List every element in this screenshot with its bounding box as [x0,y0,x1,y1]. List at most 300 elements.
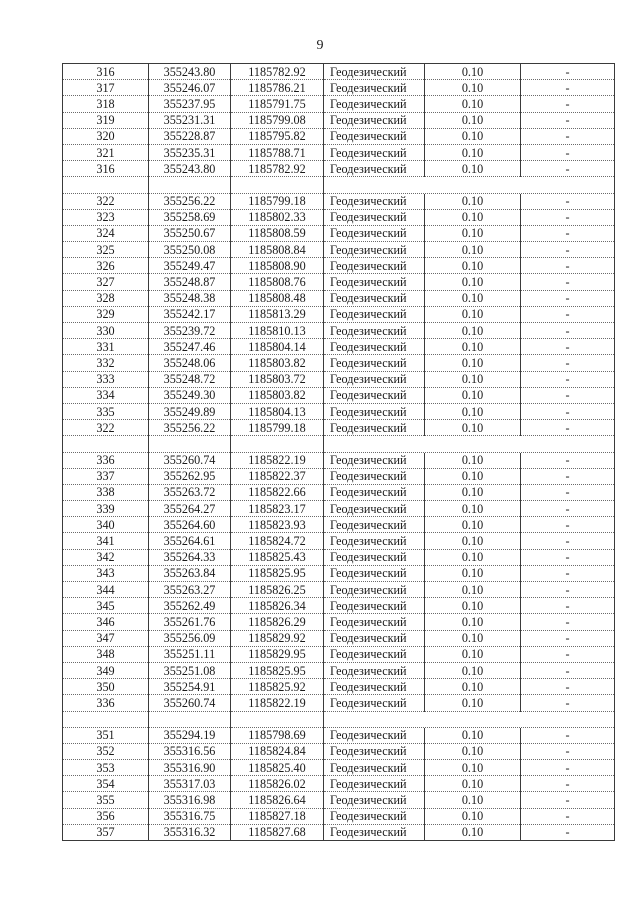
table-row [63,274,615,290]
description-cell: - [521,144,615,160]
coordinate-x-cell: 355260.74 [149,695,231,711]
coordinate-y-cell: 1185822.66 [231,484,324,500]
description-cell: - [521,468,615,484]
coordinate-y-cell: 1185825.95 [231,565,324,581]
coordinate-y-cell: 1185826.64 [231,792,324,808]
method-cell: Геодезический [324,323,425,339]
table-row [63,290,615,306]
coordinate-y-cell: 1185824.84 [231,743,324,759]
method-cell: Геодезический [324,549,425,565]
coordinate-x-cell: 355251.11 [149,646,231,662]
description-cell: - [521,371,615,387]
point-number-cell: 322 [63,420,149,436]
table-row [63,679,615,695]
point-number-cell: 319 [63,112,149,128]
coordinate-x-cell: 355256.09 [149,630,231,646]
description-cell: - [521,209,615,225]
empty-cell [324,711,425,727]
description-cell: - [521,161,615,177]
point-number-cell: 351 [63,727,149,743]
point-number-cell: 337 [63,468,149,484]
coordinate-y-cell: 1185802.33 [231,209,324,225]
coordinate-x-cell: 355263.84 [149,565,231,581]
method-cell: Геодезический [324,339,425,355]
method-cell: Геодезический [324,258,425,274]
coordinate-y-cell: 1185822.19 [231,695,324,711]
coordinate-x-cell: 355262.95 [149,468,231,484]
coordinate-y-cell: 1185827.68 [231,824,324,840]
method-cell: Геодезический [324,565,425,581]
coordinate-x-cell: 355237.95 [149,96,231,112]
coordinate-y-cell: 1185808.90 [231,258,324,274]
description-cell: - [521,64,615,80]
precision-cell: 0.10 [425,290,521,306]
separator-row [63,177,615,193]
method-cell: Геодезический [324,792,425,808]
method-cell: Геодезический [324,161,425,177]
precision-cell: 0.10 [425,323,521,339]
table-row [63,242,615,258]
coordinate-x-cell: 355254.91 [149,679,231,695]
point-number-cell: 329 [63,306,149,322]
coordinate-y-cell: 1185808.84 [231,242,324,258]
coordinate-y-cell: 1185826.25 [231,582,324,598]
coordinate-y-cell: 1185804.14 [231,339,324,355]
table-row [63,501,615,517]
description-cell: - [521,96,615,112]
description-cell: - [521,420,615,436]
precision-cell: 0.10 [425,727,521,743]
table-row [63,128,615,144]
coordinate-y-cell: 1185829.95 [231,646,324,662]
coordinate-x-cell: 355228.87 [149,128,231,144]
empty-cell [425,436,521,452]
method-cell: Геодезический [324,387,425,403]
table-row [63,484,615,500]
coordinate-x-cell: 355264.33 [149,549,231,565]
coordinate-y-cell: 1185803.72 [231,371,324,387]
point-number-cell: 357 [63,824,149,840]
precision-cell: 0.10 [425,468,521,484]
coordinate-x-cell: 355248.06 [149,355,231,371]
coordinate-x-cell: 355317.03 [149,776,231,792]
description-cell: - [521,193,615,209]
coordinate-x-cell: 355263.72 [149,484,231,500]
method-cell: Геодезический [324,64,425,80]
coordinate-y-cell: 1185825.92 [231,679,324,695]
table-row [63,339,615,355]
table-row [63,565,615,581]
point-number-cell: 343 [63,565,149,581]
coordinate-x-cell: 355258.69 [149,209,231,225]
coordinate-y-cell: 1185823.93 [231,517,324,533]
point-number-cell: 320 [63,128,149,144]
point-number-cell: 355 [63,792,149,808]
coordinate-x-cell: 355316.75 [149,808,231,824]
description-cell: - [521,112,615,128]
table-row [63,258,615,274]
point-number-cell: 356 [63,808,149,824]
table-row [63,355,615,371]
description-cell: - [521,824,615,840]
coordinate-y-cell: 1185782.92 [231,64,324,80]
precision-cell: 0.10 [425,161,521,177]
precision-cell: 0.10 [425,646,521,662]
point-number-cell: 321 [63,144,149,160]
coordinate-y-cell: 1185808.76 [231,274,324,290]
coordinate-x-cell: 355249.47 [149,258,231,274]
coordinate-x-cell: 355256.22 [149,193,231,209]
empty-cell [324,436,425,452]
point-number-cell: 332 [63,355,149,371]
point-number-cell: 318 [63,96,149,112]
description-cell: - [521,582,615,598]
precision-cell: 0.10 [425,225,521,241]
coordinate-y-cell: 1185826.02 [231,776,324,792]
precision-cell: 0.10 [425,339,521,355]
table-row [63,225,615,241]
coordinate-x-cell: 355249.30 [149,387,231,403]
coordinate-y-cell: 1185826.34 [231,598,324,614]
coordinate-y-cell: 1185799.08 [231,112,324,128]
table-row [63,533,615,549]
precision-cell: 0.10 [425,743,521,759]
coordinate-x-cell: 355316.98 [149,792,231,808]
table-row [63,193,615,209]
coordinate-x-cell: 355250.67 [149,225,231,241]
description-cell: - [521,323,615,339]
table-row [63,420,615,436]
table-row [63,80,615,96]
description-cell: - [521,695,615,711]
coordinate-y-cell: 1185825.95 [231,662,324,678]
table-row [63,64,615,80]
precision-cell: 0.10 [425,128,521,144]
precision-cell: 0.10 [425,776,521,792]
point-number-cell: 334 [63,387,149,403]
precision-cell: 0.10 [425,614,521,630]
precision-cell: 0.10 [425,387,521,403]
empty-cell [521,711,615,727]
coordinate-x-cell: 355248.87 [149,274,231,290]
description-cell: - [521,290,615,306]
coordinate-y-cell: 1185810.13 [231,323,324,339]
coordinate-x-cell: 355243.80 [149,64,231,80]
coordinates-table [62,63,615,841]
precision-cell: 0.10 [425,549,521,565]
method-cell: Геодезический [324,695,425,711]
point-number-cell: 333 [63,371,149,387]
table-row [63,96,615,112]
description-cell: - [521,662,615,678]
coordinate-y-cell: 1185823.17 [231,501,324,517]
description-cell: - [521,743,615,759]
precision-cell: 0.10 [425,484,521,500]
coordinate-y-cell: 1185829.92 [231,630,324,646]
empty-cell [149,177,231,193]
precision-cell: 0.10 [425,96,521,112]
description-cell: - [521,614,615,630]
table-row [63,323,615,339]
method-cell: Геодезический [324,468,425,484]
table-row [63,598,615,614]
table-row [63,306,615,322]
empty-cell [149,711,231,727]
table-row [63,468,615,484]
method-cell: Геодезический [324,679,425,695]
coordinate-y-cell: 1185798.69 [231,727,324,743]
method-cell: Геодезический [324,96,425,112]
coordinate-y-cell: 1185803.82 [231,387,324,403]
coordinate-x-cell: 355316.56 [149,743,231,759]
precision-cell: 0.10 [425,355,521,371]
point-number-cell: 349 [63,662,149,678]
method-cell: Геодезический [324,614,425,630]
point-number-cell: 330 [63,323,149,339]
description-cell: - [521,484,615,500]
table-row [63,662,615,678]
precision-cell: 0.10 [425,517,521,533]
table-row [63,646,615,662]
empty-cell [231,436,324,452]
empty-cell [425,177,521,193]
coordinate-x-cell: 355251.08 [149,662,231,678]
coordinate-y-cell: 1185824.72 [231,533,324,549]
method-cell: Геодезический [324,452,425,468]
coordinate-y-cell: 1185788.71 [231,144,324,160]
point-number-cell: 317 [63,80,149,96]
precision-cell: 0.10 [425,144,521,160]
coordinate-x-cell: 355256.22 [149,420,231,436]
description-cell: - [521,776,615,792]
coordinate-x-cell: 355243.80 [149,161,231,177]
description-cell: - [521,258,615,274]
description-cell: - [521,225,615,241]
table-row [63,161,615,177]
coordinate-x-cell: 355264.60 [149,517,231,533]
coordinate-x-cell: 355264.61 [149,533,231,549]
description-cell: - [521,501,615,517]
coordinate-x-cell: 355248.38 [149,290,231,306]
method-cell: Геодезический [324,517,425,533]
precision-cell: 0.10 [425,695,521,711]
coordinate-y-cell: 1185791.75 [231,96,324,112]
point-number-cell: 328 [63,290,149,306]
empty-cell [521,436,615,452]
coordinate-y-cell: 1185825.40 [231,760,324,776]
coordinate-y-cell: 1185799.18 [231,420,324,436]
coordinate-x-cell: 355316.32 [149,824,231,840]
separator-row [63,711,615,727]
table-row [63,695,615,711]
method-cell: Геодезический [324,144,425,160]
description-cell: - [521,517,615,533]
coordinate-y-cell: 1185813.29 [231,306,324,322]
method-cell: Геодезический [324,743,425,759]
precision-cell: 0.10 [425,112,521,128]
method-cell: Геодезический [324,808,425,824]
description-cell: - [521,549,615,565]
point-number-cell: 340 [63,517,149,533]
point-number-cell: 353 [63,760,149,776]
table-row [63,371,615,387]
method-cell: Геодезический [324,776,425,792]
coordinate-x-cell: 355260.74 [149,452,231,468]
method-cell: Геодезический [324,193,425,209]
point-number-cell: 339 [63,501,149,517]
table-row [63,792,615,808]
table-row [63,112,615,128]
method-cell: Геодезический [324,727,425,743]
method-cell: Геодезический [324,824,425,840]
description-cell: - [521,808,615,824]
description-cell: - [521,387,615,403]
precision-cell: 0.10 [425,582,521,598]
empty-cell [231,711,324,727]
method-cell: Геодезический [324,80,425,96]
coordinate-x-cell: 355239.72 [149,323,231,339]
description-cell: - [521,403,615,419]
table-row [63,614,615,630]
empty-cell [521,177,615,193]
empty-cell [324,177,425,193]
precision-cell: 0.10 [425,760,521,776]
method-cell: Геодезический [324,760,425,776]
empty-cell [149,436,231,452]
point-number-cell: 352 [63,743,149,759]
coordinate-y-cell: 1185822.19 [231,452,324,468]
point-number-cell: 354 [63,776,149,792]
method-cell: Геодезический [324,501,425,517]
table-row [63,452,615,468]
description-cell: - [521,533,615,549]
point-number-cell: 324 [63,225,149,241]
precision-cell: 0.10 [425,209,521,225]
point-number-cell: 316 [63,64,149,80]
point-number-cell: 347 [63,630,149,646]
empty-cell [425,711,521,727]
method-cell: Геодезический [324,290,425,306]
coordinate-y-cell: 1185782.92 [231,161,324,177]
point-number-cell: 336 [63,452,149,468]
coordinate-x-cell: 355231.31 [149,112,231,128]
coordinate-y-cell: 1185799.18 [231,193,324,209]
point-number-cell: 326 [63,258,149,274]
method-cell: Геодезический [324,582,425,598]
method-cell: Геодезический [324,533,425,549]
coordinate-x-cell: 355235.31 [149,144,231,160]
point-number-cell: 325 [63,242,149,258]
point-number-cell: 344 [63,582,149,598]
table-row [63,776,615,792]
table-row [63,209,615,225]
coordinate-x-cell: 355263.27 [149,582,231,598]
table-row [63,808,615,824]
description-cell: - [521,727,615,743]
coordinate-x-cell: 355294.19 [149,727,231,743]
point-number-cell: 345 [63,598,149,614]
table-row [63,760,615,776]
point-number-cell: 341 [63,533,149,549]
point-number-cell: 338 [63,484,149,500]
table-row [63,144,615,160]
precision-cell: 0.10 [425,630,521,646]
precision-cell: 0.10 [425,452,521,468]
coordinate-y-cell: 1185786.21 [231,80,324,96]
separator-row [63,436,615,452]
precision-cell: 0.10 [425,679,521,695]
method-cell: Геодезический [324,662,425,678]
precision-cell: 0.10 [425,306,521,322]
point-number-cell: 316 [63,161,149,177]
description-cell: - [521,760,615,776]
method-cell: Геодезический [324,371,425,387]
precision-cell: 0.10 [425,371,521,387]
coordinate-x-cell: 355246.07 [149,80,231,96]
point-number-cell: 342 [63,549,149,565]
coordinate-x-cell: 355242.17 [149,306,231,322]
page-number: 9 [316,38,324,53]
precision-cell: 0.10 [425,565,521,581]
method-cell: Геодезический [324,646,425,662]
description-cell: - [521,306,615,322]
method-cell: Геодезический [324,225,425,241]
description-cell: - [521,452,615,468]
table-row [63,630,615,646]
method-cell: Геодезический [324,484,425,500]
description-cell: - [521,339,615,355]
coordinate-x-cell: 355262.49 [149,598,231,614]
precision-cell: 0.10 [425,80,521,96]
precision-cell: 0.10 [425,274,521,290]
precision-cell: 0.10 [425,808,521,824]
coordinate-x-cell: 355249.89 [149,403,231,419]
table-row [63,549,615,565]
description-cell: - [521,646,615,662]
method-cell: Геодезический [324,242,425,258]
coordinate-x-cell: 355264.27 [149,501,231,517]
coordinate-x-cell: 355248.72 [149,371,231,387]
method-cell: Геодезический [324,209,425,225]
table-row [63,824,615,840]
point-number-cell: 336 [63,695,149,711]
point-number-cell: 327 [63,274,149,290]
precision-cell: 0.10 [425,792,521,808]
precision-cell: 0.10 [425,242,521,258]
table-row [63,387,615,403]
method-cell: Геодезический [324,274,425,290]
method-cell: Геодезический [324,598,425,614]
precision-cell: 0.10 [425,403,521,419]
method-cell: Геодезический [324,403,425,419]
description-cell: - [521,128,615,144]
coordinate-y-cell: 1185804.13 [231,403,324,419]
point-number-cell: 323 [63,209,149,225]
coordinate-x-cell: 355250.08 [149,242,231,258]
coordinate-x-cell: 355247.46 [149,339,231,355]
coordinate-y-cell: 1185826.29 [231,614,324,630]
precision-cell: 0.10 [425,64,521,80]
point-number-cell: 348 [63,646,149,662]
description-cell: - [521,792,615,808]
table-row [63,517,615,533]
precision-cell: 0.10 [425,824,521,840]
method-cell: Геодезический [324,355,425,371]
description-cell: - [521,80,615,96]
precision-cell: 0.10 [425,662,521,678]
table-row [63,743,615,759]
precision-cell: 0.10 [425,258,521,274]
